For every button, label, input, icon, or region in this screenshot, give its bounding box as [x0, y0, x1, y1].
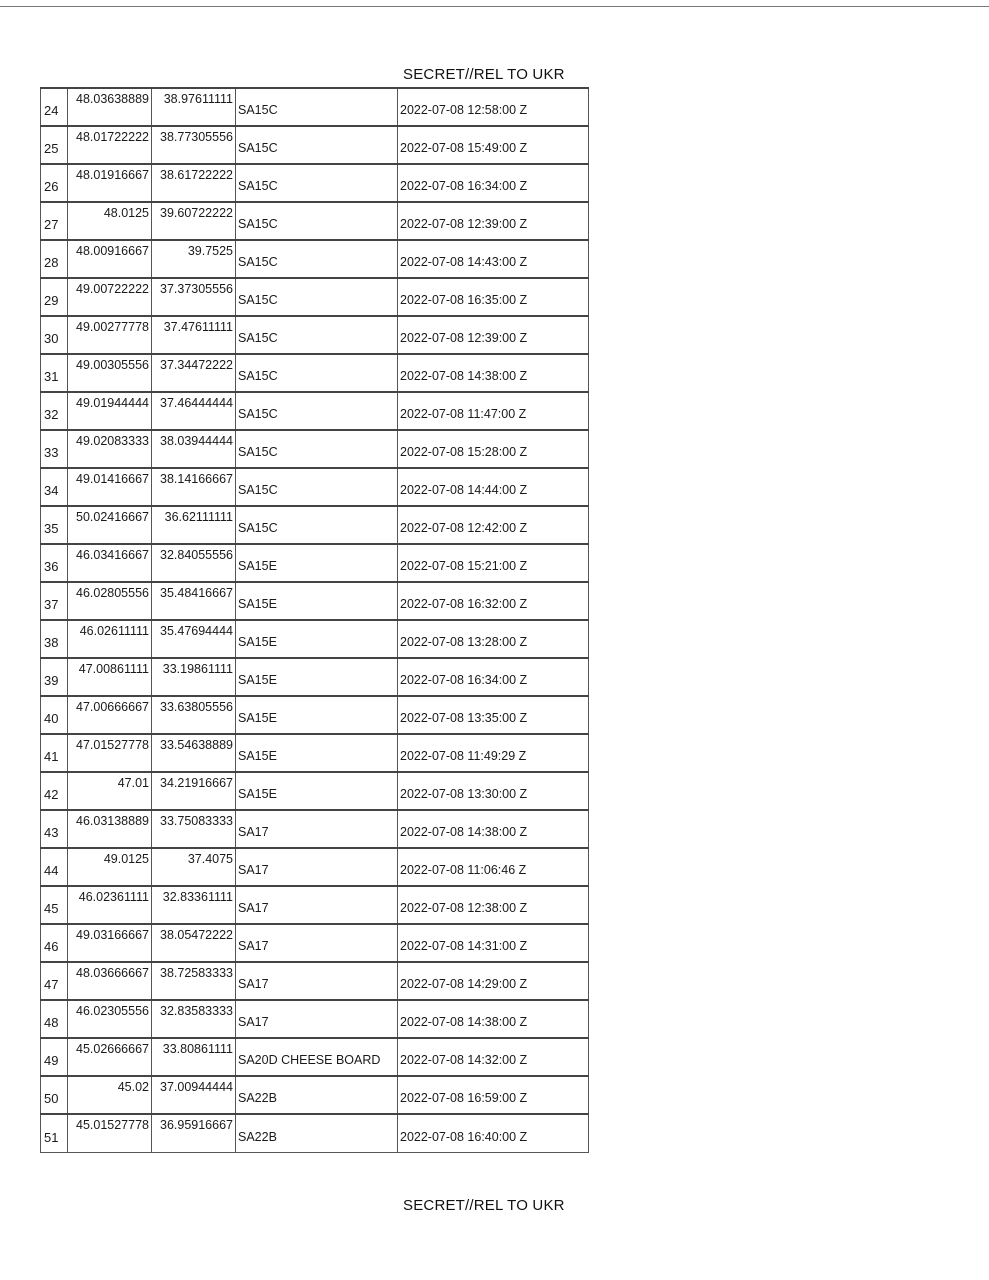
table-row [41, 962, 589, 1000]
longitude-cell: 38.14166667 [152, 468, 236, 506]
latitude-cell: 45.01527778 [68, 1114, 152, 1152]
system-cell: SA15C [236, 126, 398, 164]
table-row [41, 354, 589, 392]
timestamp-cell: 2022-07-08 13:28:00 Z [398, 620, 589, 658]
table-row [41, 240, 589, 278]
latitude-cell: 49.01416667 [68, 468, 152, 506]
latitude-cell: 49.00305556 [68, 354, 152, 392]
latitude-cell: 46.02611111 [68, 620, 152, 658]
row-index: 40 [41, 696, 68, 734]
latitude-cell: 47.01 [68, 772, 152, 810]
timestamp-cell: 2022-07-08 15:49:00 Z [398, 126, 589, 164]
latitude-cell: 49.01944444 [68, 392, 152, 430]
system-cell: SA17 [236, 886, 398, 924]
row-index: 24 [41, 88, 68, 126]
table-row [41, 164, 589, 202]
longitude-cell: 38.61722222 [152, 164, 236, 202]
system-cell: SA17 [236, 962, 398, 1000]
row-index: 36 [41, 544, 68, 582]
coordinates-table [40, 87, 589, 1153]
latitude-cell: 48.01722222 [68, 126, 152, 164]
latitude-cell: 48.03666667 [68, 962, 152, 1000]
longitude-cell: 38.72583333 [152, 962, 236, 1000]
timestamp-cell: 2022-07-08 15:28:00 Z [398, 430, 589, 468]
latitude-cell: 49.03166667 [68, 924, 152, 962]
system-cell: SA15C [236, 468, 398, 506]
table-row [41, 620, 589, 658]
table-row [41, 88, 589, 126]
system-cell: SA15C [236, 240, 398, 278]
timestamp-cell: 2022-07-08 16:40:00 Z [398, 1114, 589, 1152]
longitude-cell: 36.62111111 [152, 506, 236, 544]
latitude-cell: 49.0125 [68, 848, 152, 886]
row-index: 45 [41, 886, 68, 924]
longitude-cell: 33.63805556 [152, 696, 236, 734]
longitude-cell: 34.21916667 [152, 772, 236, 810]
latitude-cell: 47.00666667 [68, 696, 152, 734]
row-index: 50 [41, 1076, 68, 1114]
latitude-cell: 49.00722222 [68, 278, 152, 316]
timestamp-cell: 2022-07-08 11:49:29 Z [398, 734, 589, 772]
longitude-cell: 37.46444444 [152, 392, 236, 430]
system-cell: SA22B [236, 1114, 398, 1152]
longitude-cell: 38.03944444 [152, 430, 236, 468]
longitude-cell: 35.47694444 [152, 620, 236, 658]
latitude-cell: 48.00916667 [68, 240, 152, 278]
longitude-cell: 33.19861111 [152, 658, 236, 696]
latitude-cell: 46.02805556 [68, 582, 152, 620]
timestamp-cell: 2022-07-08 16:35:00 Z [398, 278, 589, 316]
system-cell: SA15C [236, 88, 398, 126]
row-index: 41 [41, 734, 68, 772]
longitude-cell: 37.47611111 [152, 316, 236, 354]
row-index: 34 [41, 468, 68, 506]
timestamp-cell: 2022-07-08 14:32:00 Z [398, 1038, 589, 1076]
longitude-cell: 37.4075 [152, 848, 236, 886]
system-cell: SA15C [236, 392, 398, 430]
latitude-cell: 46.03138889 [68, 810, 152, 848]
table-row [41, 696, 589, 734]
system-cell: SA17 [236, 924, 398, 962]
latitude-cell: 46.03416667 [68, 544, 152, 582]
timestamp-cell: 2022-07-08 15:21:00 Z [398, 544, 589, 582]
table-row [41, 278, 589, 316]
system-cell: SA15C [236, 278, 398, 316]
latitude-cell: 46.02305556 [68, 1000, 152, 1038]
longitude-cell: 36.95916667 [152, 1114, 236, 1152]
latitude-cell: 46.02361111 [68, 886, 152, 924]
row-index: 32 [41, 392, 68, 430]
classification-header: SECRET//REL TO UKR [403, 66, 565, 83]
latitude-cell: 47.00861111 [68, 658, 152, 696]
timestamp-cell: 2022-07-08 14:43:00 Z [398, 240, 589, 278]
longitude-cell: 33.54638889 [152, 734, 236, 772]
table-row [41, 1038, 589, 1076]
row-index: 35 [41, 506, 68, 544]
system-cell: SA15E [236, 544, 398, 582]
system-cell: SA15E [236, 658, 398, 696]
system-cell: SA15E [236, 734, 398, 772]
scan-edge-line [0, 6, 989, 7]
system-cell: SA17 [236, 810, 398, 848]
system-cell: SA15E [236, 582, 398, 620]
system-cell: SA17 [236, 1000, 398, 1038]
table-row [41, 544, 589, 582]
row-index: 43 [41, 810, 68, 848]
timestamp-cell: 2022-07-08 16:34:00 Z [398, 658, 589, 696]
longitude-cell: 37.00944444 [152, 1076, 236, 1114]
longitude-cell: 39.60722222 [152, 202, 236, 240]
table-row [41, 392, 589, 430]
system-cell: SA15C [236, 164, 398, 202]
row-index: 30 [41, 316, 68, 354]
latitude-cell: 45.02 [68, 1076, 152, 1114]
row-index: 28 [41, 240, 68, 278]
system-cell: SA15C [236, 354, 398, 392]
row-index: 31 [41, 354, 68, 392]
latitude-cell: 47.01527778 [68, 734, 152, 772]
longitude-cell: 39.7525 [152, 240, 236, 278]
timestamp-cell: 2022-07-08 12:39:00 Z [398, 316, 589, 354]
row-index: 25 [41, 126, 68, 164]
table-row [41, 202, 589, 240]
timestamp-cell: 2022-07-08 14:38:00 Z [398, 1000, 589, 1038]
table-row [41, 734, 589, 772]
system-cell: SA17 [236, 848, 398, 886]
table-row [41, 658, 589, 696]
timestamp-cell: 2022-07-08 13:30:00 Z [398, 772, 589, 810]
timestamp-cell: 2022-07-08 11:47:00 Z [398, 392, 589, 430]
table-row [41, 886, 589, 924]
row-index: 49 [41, 1038, 68, 1076]
row-index: 42 [41, 772, 68, 810]
timestamp-cell: 2022-07-08 14:44:00 Z [398, 468, 589, 506]
system-cell: SA20D CHEESE BOARD [236, 1038, 398, 1076]
longitude-cell: 38.77305556 [152, 126, 236, 164]
table-row [41, 582, 589, 620]
longitude-cell: 37.34472222 [152, 354, 236, 392]
row-index: 39 [41, 658, 68, 696]
table-row [41, 316, 589, 354]
timestamp-cell: 2022-07-08 16:34:00 Z [398, 164, 589, 202]
row-index: 48 [41, 1000, 68, 1038]
table-row [41, 506, 589, 544]
timestamp-cell: 2022-07-08 14:38:00 Z [398, 810, 589, 848]
row-index: 29 [41, 278, 68, 316]
row-index: 26 [41, 164, 68, 202]
table-row [41, 1000, 589, 1038]
timestamp-cell: 2022-07-08 12:58:00 Z [398, 88, 589, 126]
timestamp-cell: 2022-07-08 11:06:46 Z [398, 848, 589, 886]
system-cell: SA22B [236, 1076, 398, 1114]
timestamp-cell: 2022-07-08 14:31:00 Z [398, 924, 589, 962]
latitude-cell: 45.02666667 [68, 1038, 152, 1076]
longitude-cell: 33.75083333 [152, 810, 236, 848]
row-index: 27 [41, 202, 68, 240]
timestamp-cell: 2022-07-08 12:39:00 Z [398, 202, 589, 240]
table-row [41, 1076, 589, 1114]
row-index: 33 [41, 430, 68, 468]
table-row [41, 126, 589, 164]
timestamp-cell: 2022-07-08 16:32:00 Z [398, 582, 589, 620]
timestamp-cell: 2022-07-08 16:59:00 Z [398, 1076, 589, 1114]
system-cell: SA15C [236, 316, 398, 354]
table-body [41, 88, 589, 1152]
system-cell: SA15C [236, 506, 398, 544]
latitude-cell: 50.02416667 [68, 506, 152, 544]
timestamp-cell: 2022-07-08 13:35:00 Z [398, 696, 589, 734]
latitude-cell: 49.02083333 [68, 430, 152, 468]
longitude-cell: 38.05472222 [152, 924, 236, 962]
table-row [41, 468, 589, 506]
longitude-cell: 32.84055556 [152, 544, 236, 582]
table-row [41, 430, 589, 468]
latitude-cell: 48.0125 [68, 202, 152, 240]
row-index: 38 [41, 620, 68, 658]
classification-footer: SECRET//REL TO UKR [403, 1197, 565, 1214]
timestamp-cell: 2022-07-08 12:38:00 Z [398, 886, 589, 924]
system-cell: SA15C [236, 202, 398, 240]
table-row [41, 1114, 589, 1152]
system-cell: SA15E [236, 772, 398, 810]
table-row [41, 772, 589, 810]
row-index: 51 [41, 1114, 68, 1152]
longitude-cell: 33.80861111 [152, 1038, 236, 1076]
row-index: 44 [41, 848, 68, 886]
table-row [41, 810, 589, 848]
system-cell: SA15E [236, 620, 398, 658]
timestamp-cell: 2022-07-08 12:42:00 Z [398, 506, 589, 544]
row-index: 46 [41, 924, 68, 962]
longitude-cell: 37.37305556 [152, 278, 236, 316]
timestamp-cell: 2022-07-08 14:38:00 Z [398, 354, 589, 392]
system-cell: SA15C [236, 430, 398, 468]
longitude-cell: 32.83583333 [152, 1000, 236, 1038]
timestamp-cell: 2022-07-08 14:29:00 Z [398, 962, 589, 1000]
row-index: 37 [41, 582, 68, 620]
longitude-cell: 38.97611111 [152, 88, 236, 126]
longitude-cell: 32.83361111 [152, 886, 236, 924]
latitude-cell: 49.00277778 [68, 316, 152, 354]
latitude-cell: 48.03638889 [68, 88, 152, 126]
longitude-cell: 35.48416667 [152, 582, 236, 620]
table-row [41, 924, 589, 962]
table-row [41, 848, 589, 886]
system-cell: SA15E [236, 696, 398, 734]
latitude-cell: 48.01916667 [68, 164, 152, 202]
row-index: 47 [41, 962, 68, 1000]
